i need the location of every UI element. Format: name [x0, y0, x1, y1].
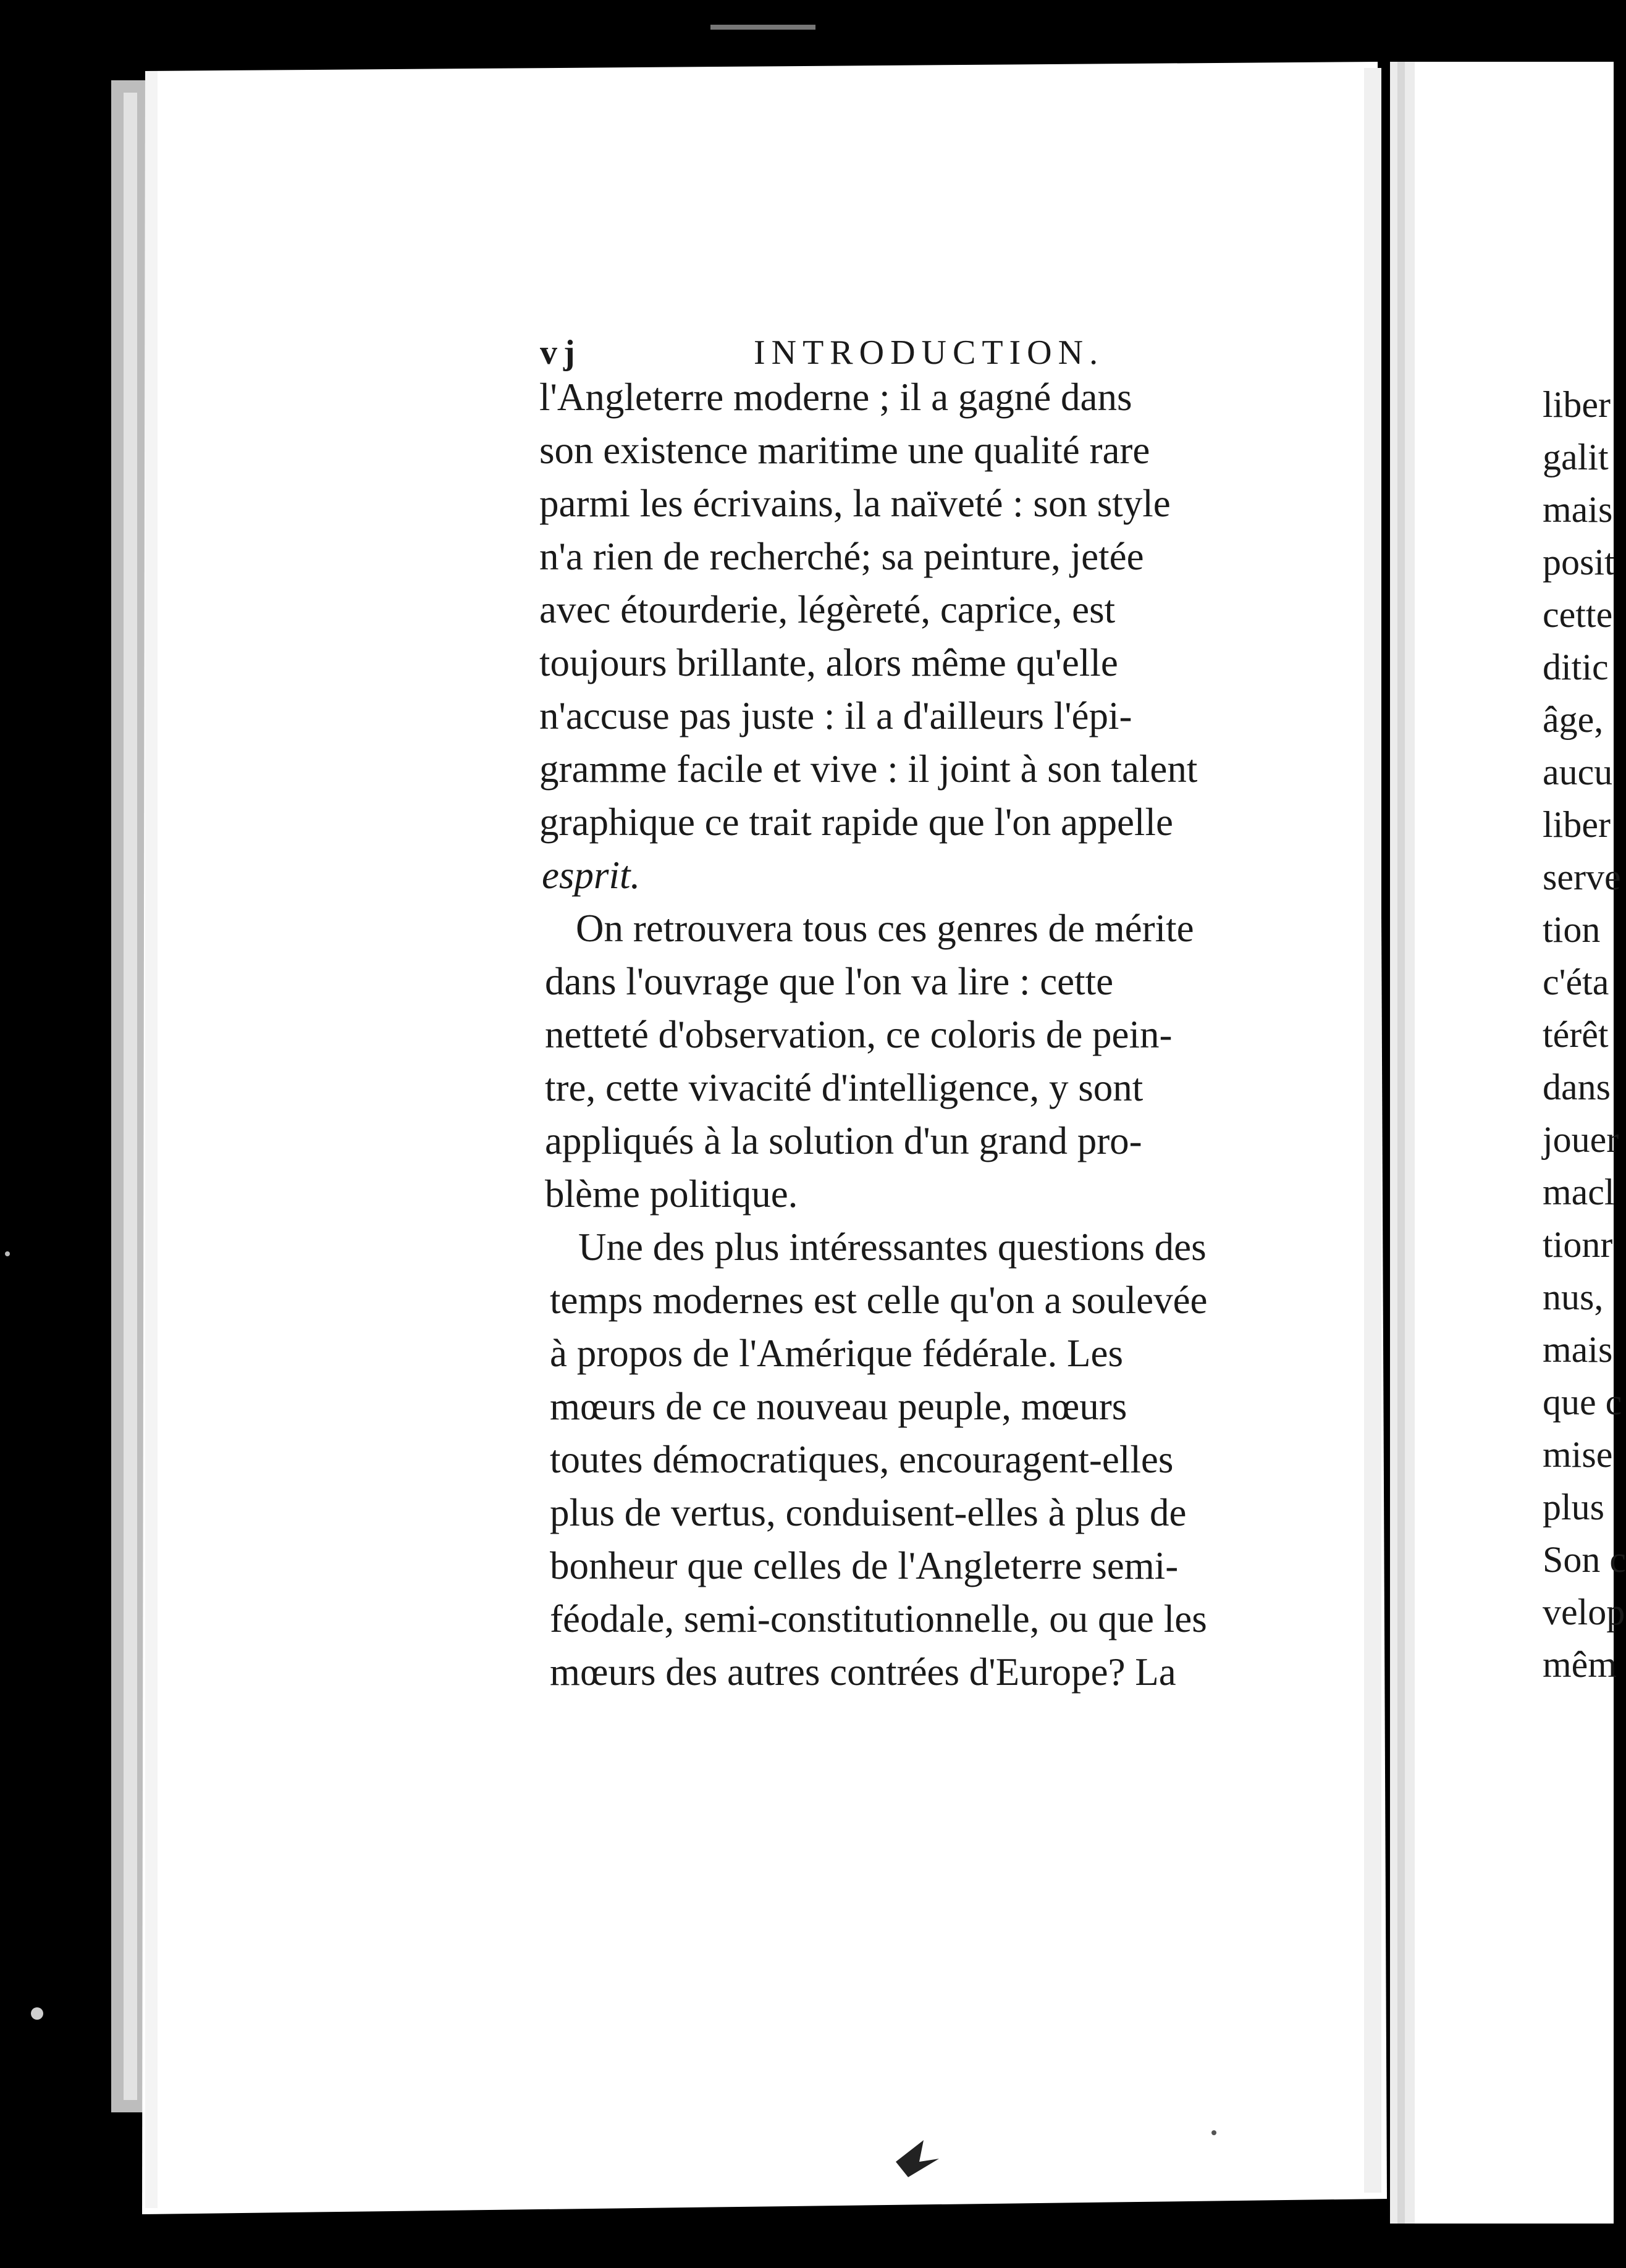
facing-fragment: liber	[1543, 384, 1611, 425]
running-title: INTRODUCTION.	[754, 334, 1105, 372]
facing-fragment: macl	[1543, 1172, 1615, 1212]
text-line: l'Angleterre moderne ; il a gagné dans	[539, 376, 1132, 419]
facing-fragment: dans	[1543, 1067, 1611, 1107]
facing-fragment: c'éta	[1543, 962, 1609, 1002]
facing-fragment: mais	[1543, 1329, 1613, 1370]
text-line: plus de vertus, conduisent-elles à plus de	[550, 1491, 1187, 1534]
facing-fragment: cette	[1543, 594, 1613, 635]
facing-fragment: mais	[1543, 489, 1613, 530]
facing-fragment: que c	[1543, 1382, 1622, 1422]
facing-fragment: jouer	[1543, 1119, 1619, 1160]
text-line: avec étourderie, légèreté, caprice, est	[539, 588, 1116, 631]
facing-fragment: liber	[1543, 804, 1611, 845]
facing-fragment: galit	[1543, 437, 1609, 477]
text-line: féodale, semi-constitutionnelle, ou que les	[550, 1597, 1207, 1640]
facing-fragment: aucu	[1543, 752, 1613, 792]
text-line: bonheur que celles de l'Angleterre semi-	[550, 1544, 1179, 1587]
text-line: n'accuse pas juste : il a d'ailleurs l'épi-	[539, 694, 1132, 737]
text-line: toutes démocratiques, encouragent-elles	[550, 1438, 1174, 1481]
facing-fragment: Son c	[1543, 1539, 1626, 1580]
text-line: son existence maritime une qualité rare	[539, 429, 1150, 472]
page-number: vj	[540, 334, 581, 372]
facing-fragment: serve	[1543, 857, 1621, 897]
facing-fragment: mise	[1543, 1434, 1613, 1475]
text-line: parmi les écrivains, la naïveté : son style	[539, 482, 1171, 525]
facing-fragment: posit	[1543, 542, 1615, 582]
facing-fragment: velop	[1543, 1592, 1625, 1632]
text-line: graphique ce trait rapide que l'on appelle	[539, 800, 1173, 844]
facing-fragment: ditic	[1543, 647, 1609, 687]
text-line: mœurs des autres contrées d'Europe? La	[550, 1650, 1176, 1694]
text-line: n'a rien de recherché; sa peinture, jetée	[539, 535, 1144, 578]
text-line: tre, cette vivacité d'intelligence, y sont	[545, 1066, 1144, 1109]
text-line: temps modernes est celle qu'on a soulevée	[550, 1279, 1208, 1322]
paragraph-start-line: Une des plus intéressantes questions des	[578, 1225, 1207, 1269]
text-line: dans l'ouvrage que l'on va lire : cette	[545, 960, 1114, 1003]
facing-fragment: tionr	[1543, 1224, 1613, 1265]
facing-fragment: térêt	[1543, 1014, 1609, 1055]
text-line: toujours brillante, alors même qu'elle	[539, 641, 1118, 684]
facing-fragment: âge,	[1543, 699, 1604, 740]
text-line: à propos de l'Amérique fédérale. Les	[550, 1332, 1123, 1375]
text-line: netteté d'observation, ce coloris de pein-	[545, 1013, 1173, 1056]
text-line: gramme facile et vive : il joint à son talent	[539, 747, 1198, 791]
facing-fragment: plus	[1543, 1487, 1605, 1527]
text-line: appliqués à la solution d'un grand pro-	[545, 1119, 1142, 1162]
paragraph-start-line: On retrouvera tous ces genres de mérite	[576, 907, 1194, 950]
facing-fragment: nus,	[1543, 1277, 1604, 1317]
facing-fragment: tion	[1543, 909, 1601, 950]
facing-fragment: mêm	[1543, 1644, 1617, 1685]
text-line-italic: esprit.	[542, 854, 641, 897]
text-line: blème politique.	[545, 1172, 798, 1216]
text-line: mœurs de ce nouveau peuple, mœurs	[550, 1385, 1127, 1428]
